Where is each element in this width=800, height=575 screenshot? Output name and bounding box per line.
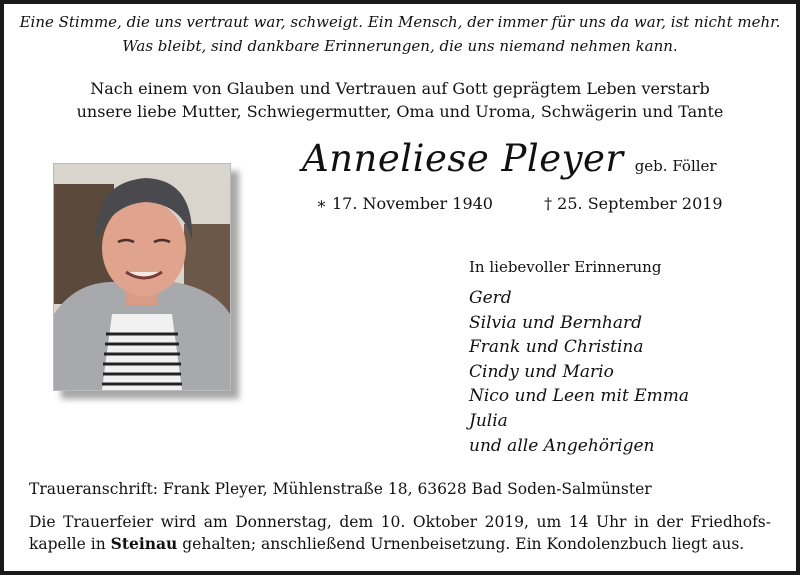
died-symbol: †	[544, 194, 553, 213]
service-place: Steinau	[110, 534, 178, 553]
life-dates	[316, 194, 723, 213]
service-text-before: Die Trauerfeier wird am Donnerstag, dem 10. Oktober 2019, um 14 Uhr in der Friedhofs-kapelle in	[29, 513, 771, 553]
mourner-name: Gerd	[469, 288, 512, 308]
portrait-photo	[53, 163, 231, 391]
mourner-name: Cindy und Mario	[469, 361, 614, 382]
born-symbol: ∗	[316, 194, 327, 213]
birth-name: geb. Föller	[634, 157, 717, 175]
deceased-name: Anneliese Pleyer	[302, 137, 624, 180]
mourners-heading: In liebevoller Erinnerung	[469, 258, 662, 276]
mourner-name: Julia	[469, 410, 508, 431]
mourning-address: Traueranschrift: Frank Pleyer, Mühlenstraße 18, 63628 Bad Soden-Salmünster	[29, 480, 652, 498]
mourner-name: Frank und Christina	[469, 337, 644, 358]
born-date: 17. November 1940	[331, 194, 493, 213]
mourner-name: Nico und Leen mit Emma	[469, 386, 689, 407]
deceased-name-row	[302, 137, 717, 180]
intro-line-2: unsere liebe Mutter, Schwiegermutter, Oma und Uroma, Schwägerin und Tante	[76, 102, 724, 121]
mourners-list	[469, 286, 689, 458]
died-date: 25. September 2019	[557, 194, 723, 213]
motto-line-1: Eine Stimme, die uns vertraut war, schweigt. Ein Mensch, der immer für uns da war, ist nicht mehr.	[19, 13, 781, 31]
service-text-after: gehalten; anschließend Urnenbeisetzung. Ein Kondolenzbuch liegt aus.	[177, 535, 745, 553]
motto-line-2: Was bleibt, sind dankbare Erinnerungen, die uns niemand nehmen kann.	[122, 37, 678, 55]
mourner-name: Silvia und Bernhard	[469, 312, 643, 333]
mourner-name: und alle Angehörigen	[469, 435, 655, 456]
intro-text	[0, 77, 800, 123]
motto	[0, 10, 800, 58]
funeral-service-text	[29, 511, 771, 555]
intro-line-1: Nach einem von Glauben und Vertrauen auf Gott geprägtem Leben verstarb	[90, 79, 710, 98]
